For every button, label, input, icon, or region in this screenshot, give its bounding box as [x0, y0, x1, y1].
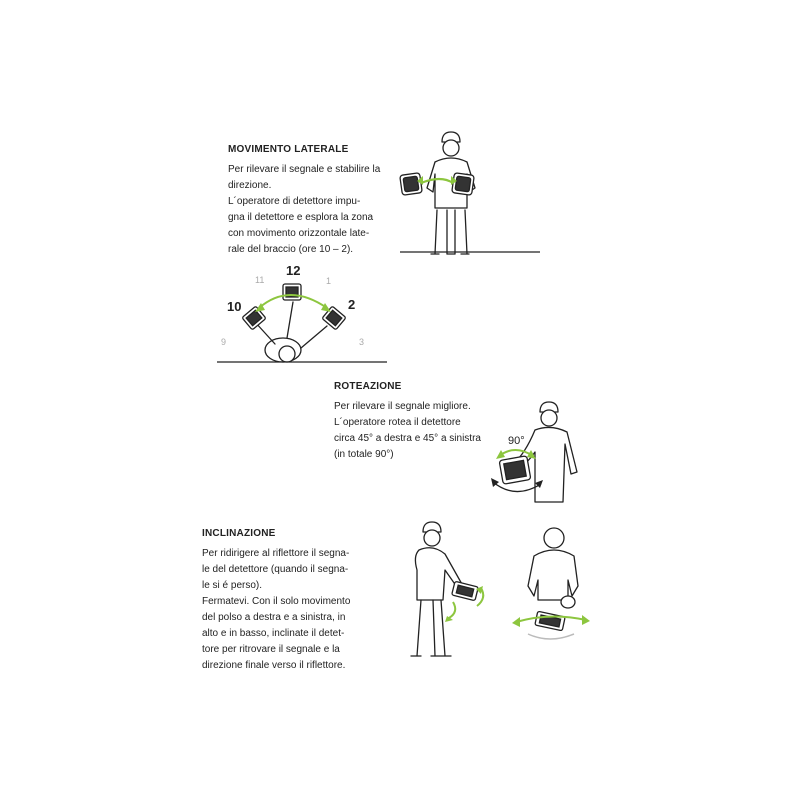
- rotation-section: [334, 379, 481, 463]
- tilt-line: alto e in basso, inclinate il detet-: [202, 628, 345, 639]
- tilt-line: direzione finale verso il riflettore.: [202, 660, 346, 671]
- tilt-line: le del detettore (quando il segna-: [202, 564, 349, 575]
- lateral-line: Per rilevare il segnale e stabilire la: [228, 164, 381, 175]
- clock-number-10: 10: [227, 299, 242, 314]
- clock-number-1: 1: [326, 276, 332, 286]
- lateral-line: gna il detettore e esplora la zona: [228, 212, 374, 223]
- rotation-line: circa 45° a destra e 45° a sinistra: [334, 433, 481, 444]
- lateral-section: [228, 142, 380, 258]
- rotation-angle-label: 90°: [508, 435, 525, 447]
- rotation-line: L´operatore rotea il detettore: [334, 417, 461, 428]
- operator-tilt-top-illustration: [510, 522, 595, 642]
- rotation-title: ROTEAZIONE: [334, 381, 402, 392]
- lateral-line: con movimento orizzontale late-: [228, 228, 370, 239]
- operator-front-illustration: [395, 130, 545, 260]
- clock-top-view-illustration: [215, 262, 390, 372]
- tilt-line: del polso a destra e a sinistra, in: [202, 612, 346, 623]
- lateral-line: L´operatore di detettore impu-: [228, 196, 361, 207]
- clock-number-9: 9: [221, 337, 227, 347]
- clock-number-3: 3: [359, 337, 365, 347]
- tilt-line: tore per ritrovare il segnale e la: [202, 644, 340, 655]
- lateral-line: rale del braccio (ore 10 – 2).: [228, 244, 354, 255]
- operator-rotation-illustration: [485, 398, 595, 503]
- tilt-line: Per ridirigere al riflettore il segna-: [202, 548, 350, 559]
- rotation-line: Per rilevare il segnale migliore.: [334, 401, 471, 412]
- clock-number-12: 12: [286, 263, 301, 278]
- clock-number-11: 11: [255, 275, 265, 285]
- rotation-line: (in totale 90°): [334, 449, 394, 460]
- tilt-line: le si é perso).: [202, 580, 263, 591]
- tilt-section: [202, 526, 350, 674]
- operator-tilt-side-illustration: [405, 518, 500, 660]
- tilt-title: INCLINAZIONE: [202, 528, 276, 539]
- lateral-title: MOVIMENTO LATERALE: [228, 144, 349, 155]
- tilt-line: Fermatevi. Con il solo movimento: [202, 596, 351, 607]
- lateral-line: direzione.: [228, 180, 272, 191]
- clock-number-2: 2: [348, 297, 356, 312]
